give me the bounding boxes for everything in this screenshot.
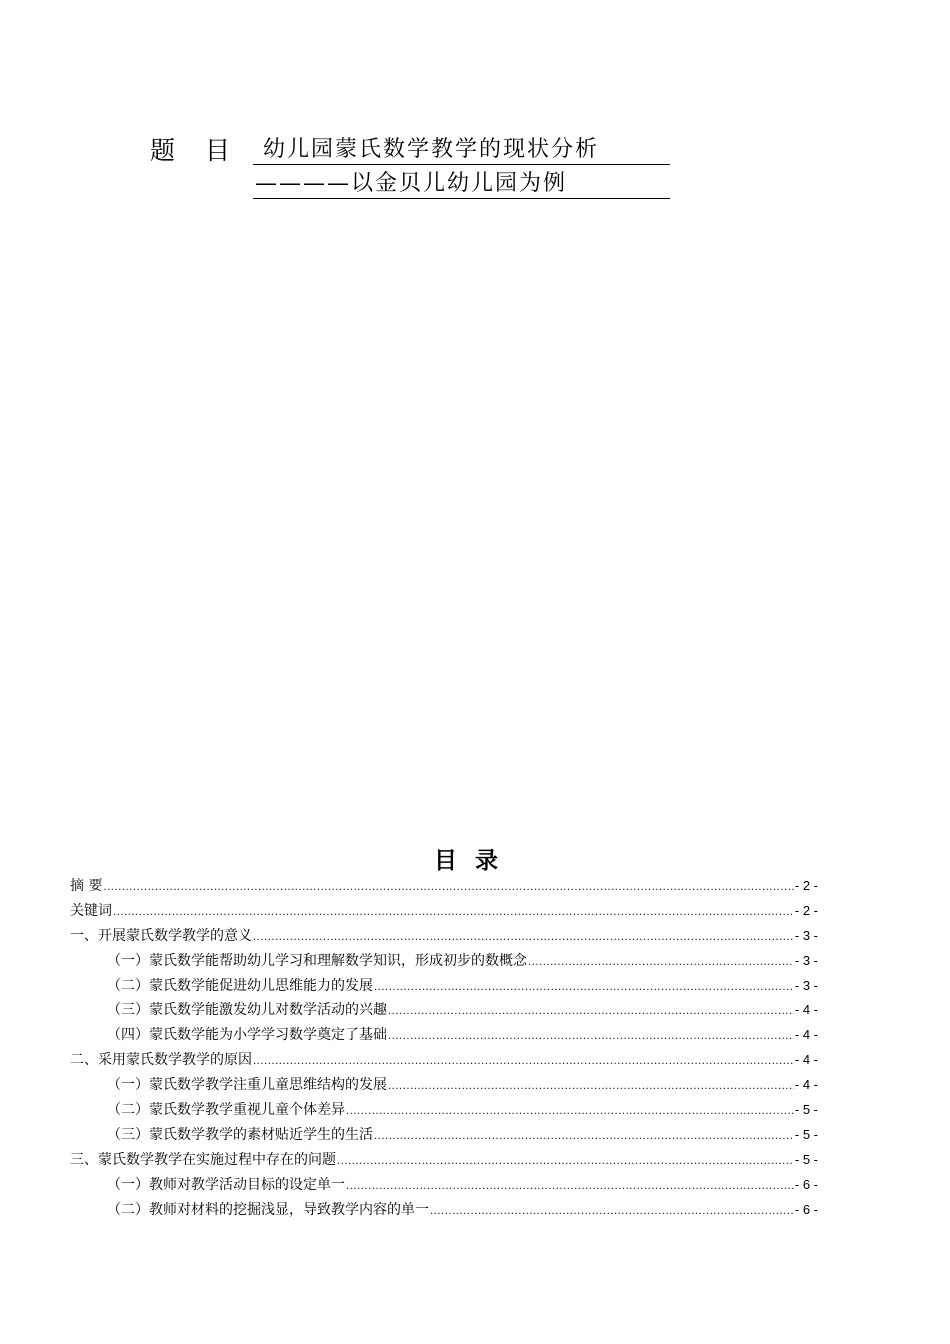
toc-entry[interactable] xyxy=(70,924,818,949)
toc-entry-text: （四）蒙氏数学能为小学学习数学奠定了基础 xyxy=(107,1027,387,1044)
toc-entry[interactable] xyxy=(70,1073,818,1098)
cover-title-line-1: 幼儿园蒙氏数学教学的现状分析 xyxy=(253,135,670,165)
toc-entry-page: - 4 - xyxy=(794,1077,818,1093)
toc-entry[interactable] xyxy=(70,899,818,924)
toc-entry[interactable] xyxy=(70,1098,818,1123)
toc-entry-page: - 4 - xyxy=(794,1052,818,1068)
toc-entry-text: （一）教师对教学活动目标的设定单一 xyxy=(107,1176,345,1193)
toc-entry-page: - 5 - xyxy=(794,1151,818,1167)
toc-entry-page: - 3 - xyxy=(794,952,818,968)
toc-entry-text: （三）蒙氏数学能激发幼儿对数学活动的兴趣 xyxy=(107,1002,387,1019)
toc-entry[interactable] xyxy=(70,1198,818,1223)
toc-entry[interactable] xyxy=(70,1048,818,1073)
toc-dot-leader xyxy=(253,926,794,951)
toc-entry-page: - 6 - xyxy=(794,1201,818,1217)
cover-title-line-2: ————以金贝儿幼儿园为例 xyxy=(253,169,670,199)
toc-entry-text: （二）蒙氏数学能促进幼儿思维能力的发展 xyxy=(107,977,373,994)
toc-dot-leader xyxy=(253,1050,794,1075)
cover-title-label: 题目 xyxy=(150,136,261,165)
toc-dot-leader xyxy=(337,1150,794,1175)
toc-entry-text: （一）蒙氏数学能帮助幼儿学习和理解数学知识，形成初步的数概念 xyxy=(107,952,527,969)
toc-entry-text: 一、开展蒙氏数学教学的意义 xyxy=(70,927,252,944)
toc-entry-text: 摘 要 xyxy=(70,878,103,894)
toc-entry-text: 三、蒙氏数学教学在实施过程中存在的问题 xyxy=(70,1151,336,1168)
toc-entry-page: - 2 - xyxy=(794,902,818,918)
toc-dot-leader xyxy=(103,876,793,901)
toc-entry-page: - 5 - xyxy=(794,1126,818,1142)
toc-entry-page: - 4 - xyxy=(794,1002,818,1018)
toc-entry-text: （二）教师对材料的挖掘浅显，导致教学内容的单一 xyxy=(107,1201,429,1218)
toc-entry-text: 关键词 xyxy=(70,902,112,919)
toc-list xyxy=(70,874,818,1222)
toc-dot-leader xyxy=(430,1200,794,1225)
toc-entry[interactable] xyxy=(70,874,818,899)
toc-entry[interactable] xyxy=(70,1173,818,1198)
toc-dot-leader xyxy=(388,1025,794,1050)
toc-entry-text: 二、采用蒙氏数学教学的原因 xyxy=(70,1052,252,1069)
toc-entry-text: （一）蒙氏数学教学注重儿童思维结构的发展 xyxy=(107,1077,387,1094)
toc-dot-leader xyxy=(388,1000,794,1025)
toc-entry[interactable] xyxy=(70,949,818,974)
toc-entry-page: - 6 - xyxy=(794,1176,818,1192)
toc-entry[interactable] xyxy=(70,1123,818,1148)
toc-dot-leader xyxy=(528,951,794,976)
toc-dot-leader xyxy=(374,1125,794,1150)
toc-entry[interactable] xyxy=(70,998,818,1023)
toc-entry-page: - 4 - xyxy=(794,1027,818,1043)
toc-entry-page: - 5 - xyxy=(794,1102,818,1118)
toc-entry-page: - 3 - xyxy=(794,977,818,993)
toc-entry-page: - 3 - xyxy=(794,927,818,943)
toc-entry[interactable] xyxy=(70,1148,818,1173)
toc-heading: 目录 xyxy=(434,848,516,874)
toc-entry[interactable] xyxy=(70,1023,818,1048)
toc-entry-text: （二）蒙氏数学教学重视儿童个体差异 xyxy=(107,1102,345,1119)
toc-entry-page: - 2 - xyxy=(794,878,818,893)
toc-dot-leader xyxy=(346,1175,794,1200)
toc-dot-leader xyxy=(374,976,794,1001)
toc-entry-text: （三）蒙氏数学教学的素材贴近学生的生活 xyxy=(107,1126,373,1143)
toc-dot-leader xyxy=(388,1075,794,1100)
toc-entry[interactable] xyxy=(70,974,818,999)
toc-dot-leader xyxy=(113,901,794,926)
toc-dot-leader xyxy=(346,1100,794,1125)
